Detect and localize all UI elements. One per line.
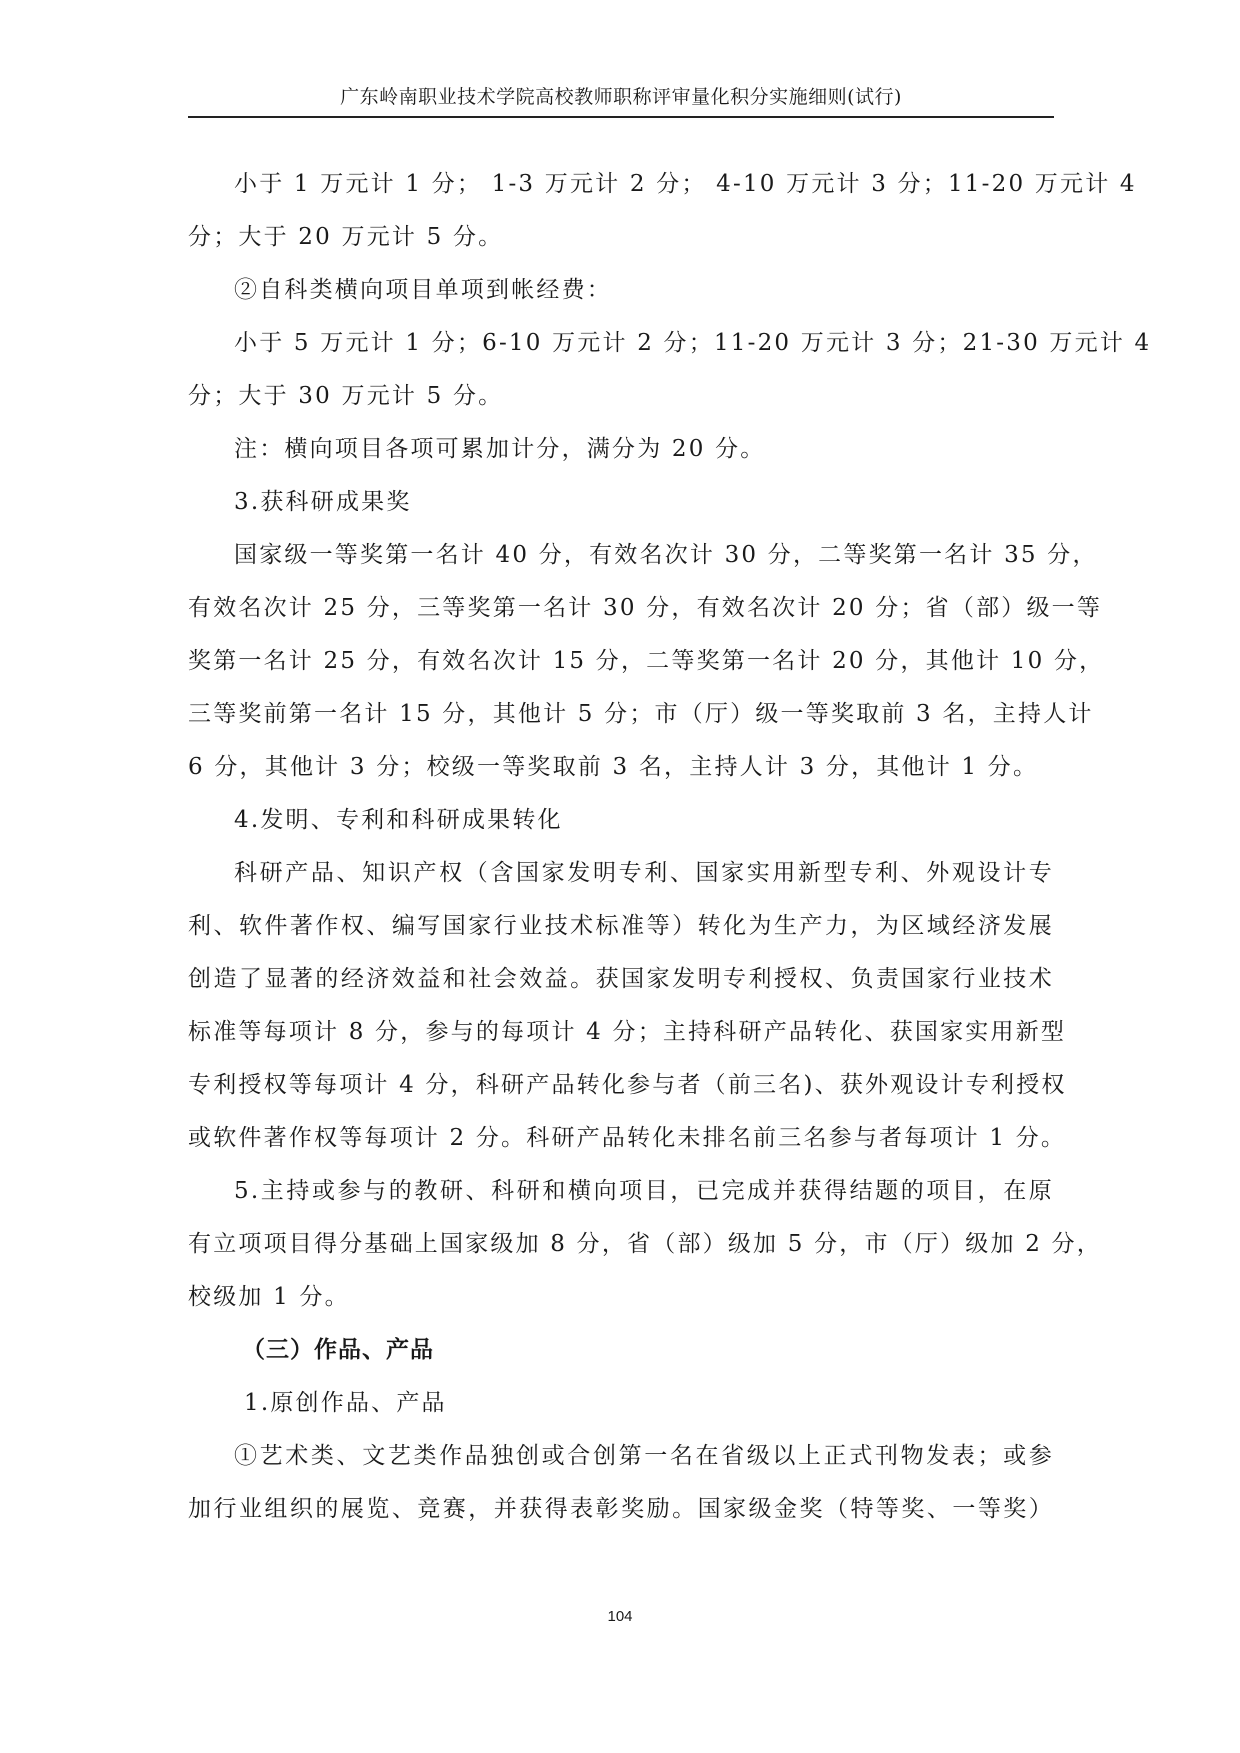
body-line: 国家级一等奖第一名计 40 分，有效名次计 30 分，二等奖第一名计 35 分， (234, 542, 1098, 568)
section-title: 3.获科研成果奖 (234, 489, 412, 515)
body-line: 科研产品、知识产权（含国家发明专利、国家实用新型专利、外观设计专 (234, 860, 1054, 886)
body-line: 5.主持或参与的教研、科研和横向项目，已完成并获得结题的项目，在原 (234, 1178, 1054, 1204)
body-line: ①艺术类、文艺类作品独创或合创第一名在省级以上正式刊物发表；或参 (234, 1443, 1054, 1469)
body-line: 利、软件著作权、编写国家行业技术标准等）转化为生产力，为区域经济发展 (188, 913, 1054, 939)
section-title: 1.原创作品、产品 (244, 1390, 447, 1416)
body-line: 分；大于 30 万元计 5 分。 (188, 383, 504, 409)
body-line: 或软件著作权等每项计 2 分。科研产品转化未排名前三名参与者每项计 1 分。 (188, 1125, 1067, 1151)
body-line: 小于 1 万元计 1 分； 1-3 万元计 2 分； 4-10 万元计 3 分；11-20 万元计 4 (234, 171, 1137, 197)
body-line: 6 分，其他计 3 分；校级一等奖取前 3 名，主持人计 3 分，其他计 1 分。 (188, 754, 1039, 780)
page-body (188, 158, 1152, 1536)
body-line: 校级加 1 分。 (188, 1284, 350, 1310)
list-item-label: ②自科类横向项目单项到帐经费： (234, 277, 612, 303)
body-line: 标准等每项计 8 分，参与的每项计 4 分；主持科研产品转化、获国家实用新型 (188, 1019, 1067, 1045)
body-line: 加行业组织的展览、竞赛，并获得表彰奖励。国家级金奖（特等奖、一等奖） (188, 1496, 1054, 1522)
running-header: 广东岭南职业技术学院高校教师职称评审量化积分实施细则(试行) (188, 82, 1054, 118)
body-line: 专利授权等每项计 4 分，科研产品转化参与者（前三名)、获外观设计专利授权 (188, 1072, 1067, 1098)
body-line: 有效名次计 25 分，三等奖第一名计 30 分，有效名次计 20 分；省（部）级一等 (188, 595, 1103, 621)
body-line: 奖第一名计 25 分，有效名次计 15 分，二等奖第一名计 20 分，其他计 10 分， (188, 648, 1105, 674)
section-heading: （三）作品、产品 (242, 1337, 434, 1363)
page-number: 104 (607, 1608, 633, 1625)
section-title: 4.发明、专利和科研成果转化 (234, 807, 563, 833)
body-line: 三等奖前第一名计 15 分，其他计 5 分；市（厅）级一等奖取前 3 名，主持人计 (188, 701, 1094, 727)
body-line: 分；大于 20 万元计 5 分。 (188, 224, 504, 250)
note-line: 注：横向项目各项可累加计分，满分为 20 分。 (234, 436, 766, 462)
body-line: 有立项项目得分基础上国家级加 8 分，省（部）级加 5 分，市（厅）级加 2 分， (188, 1231, 1102, 1257)
body-line: 小于 5 万元计 1 分；6-10 万元计 2 分；11-20 万元计 3 分；21-30 万元计 4 (234, 330, 1152, 356)
body-line: 创造了显著的经济效益和社会效益。获国家发明专利授权、负责国家行业技术 (188, 966, 1054, 992)
